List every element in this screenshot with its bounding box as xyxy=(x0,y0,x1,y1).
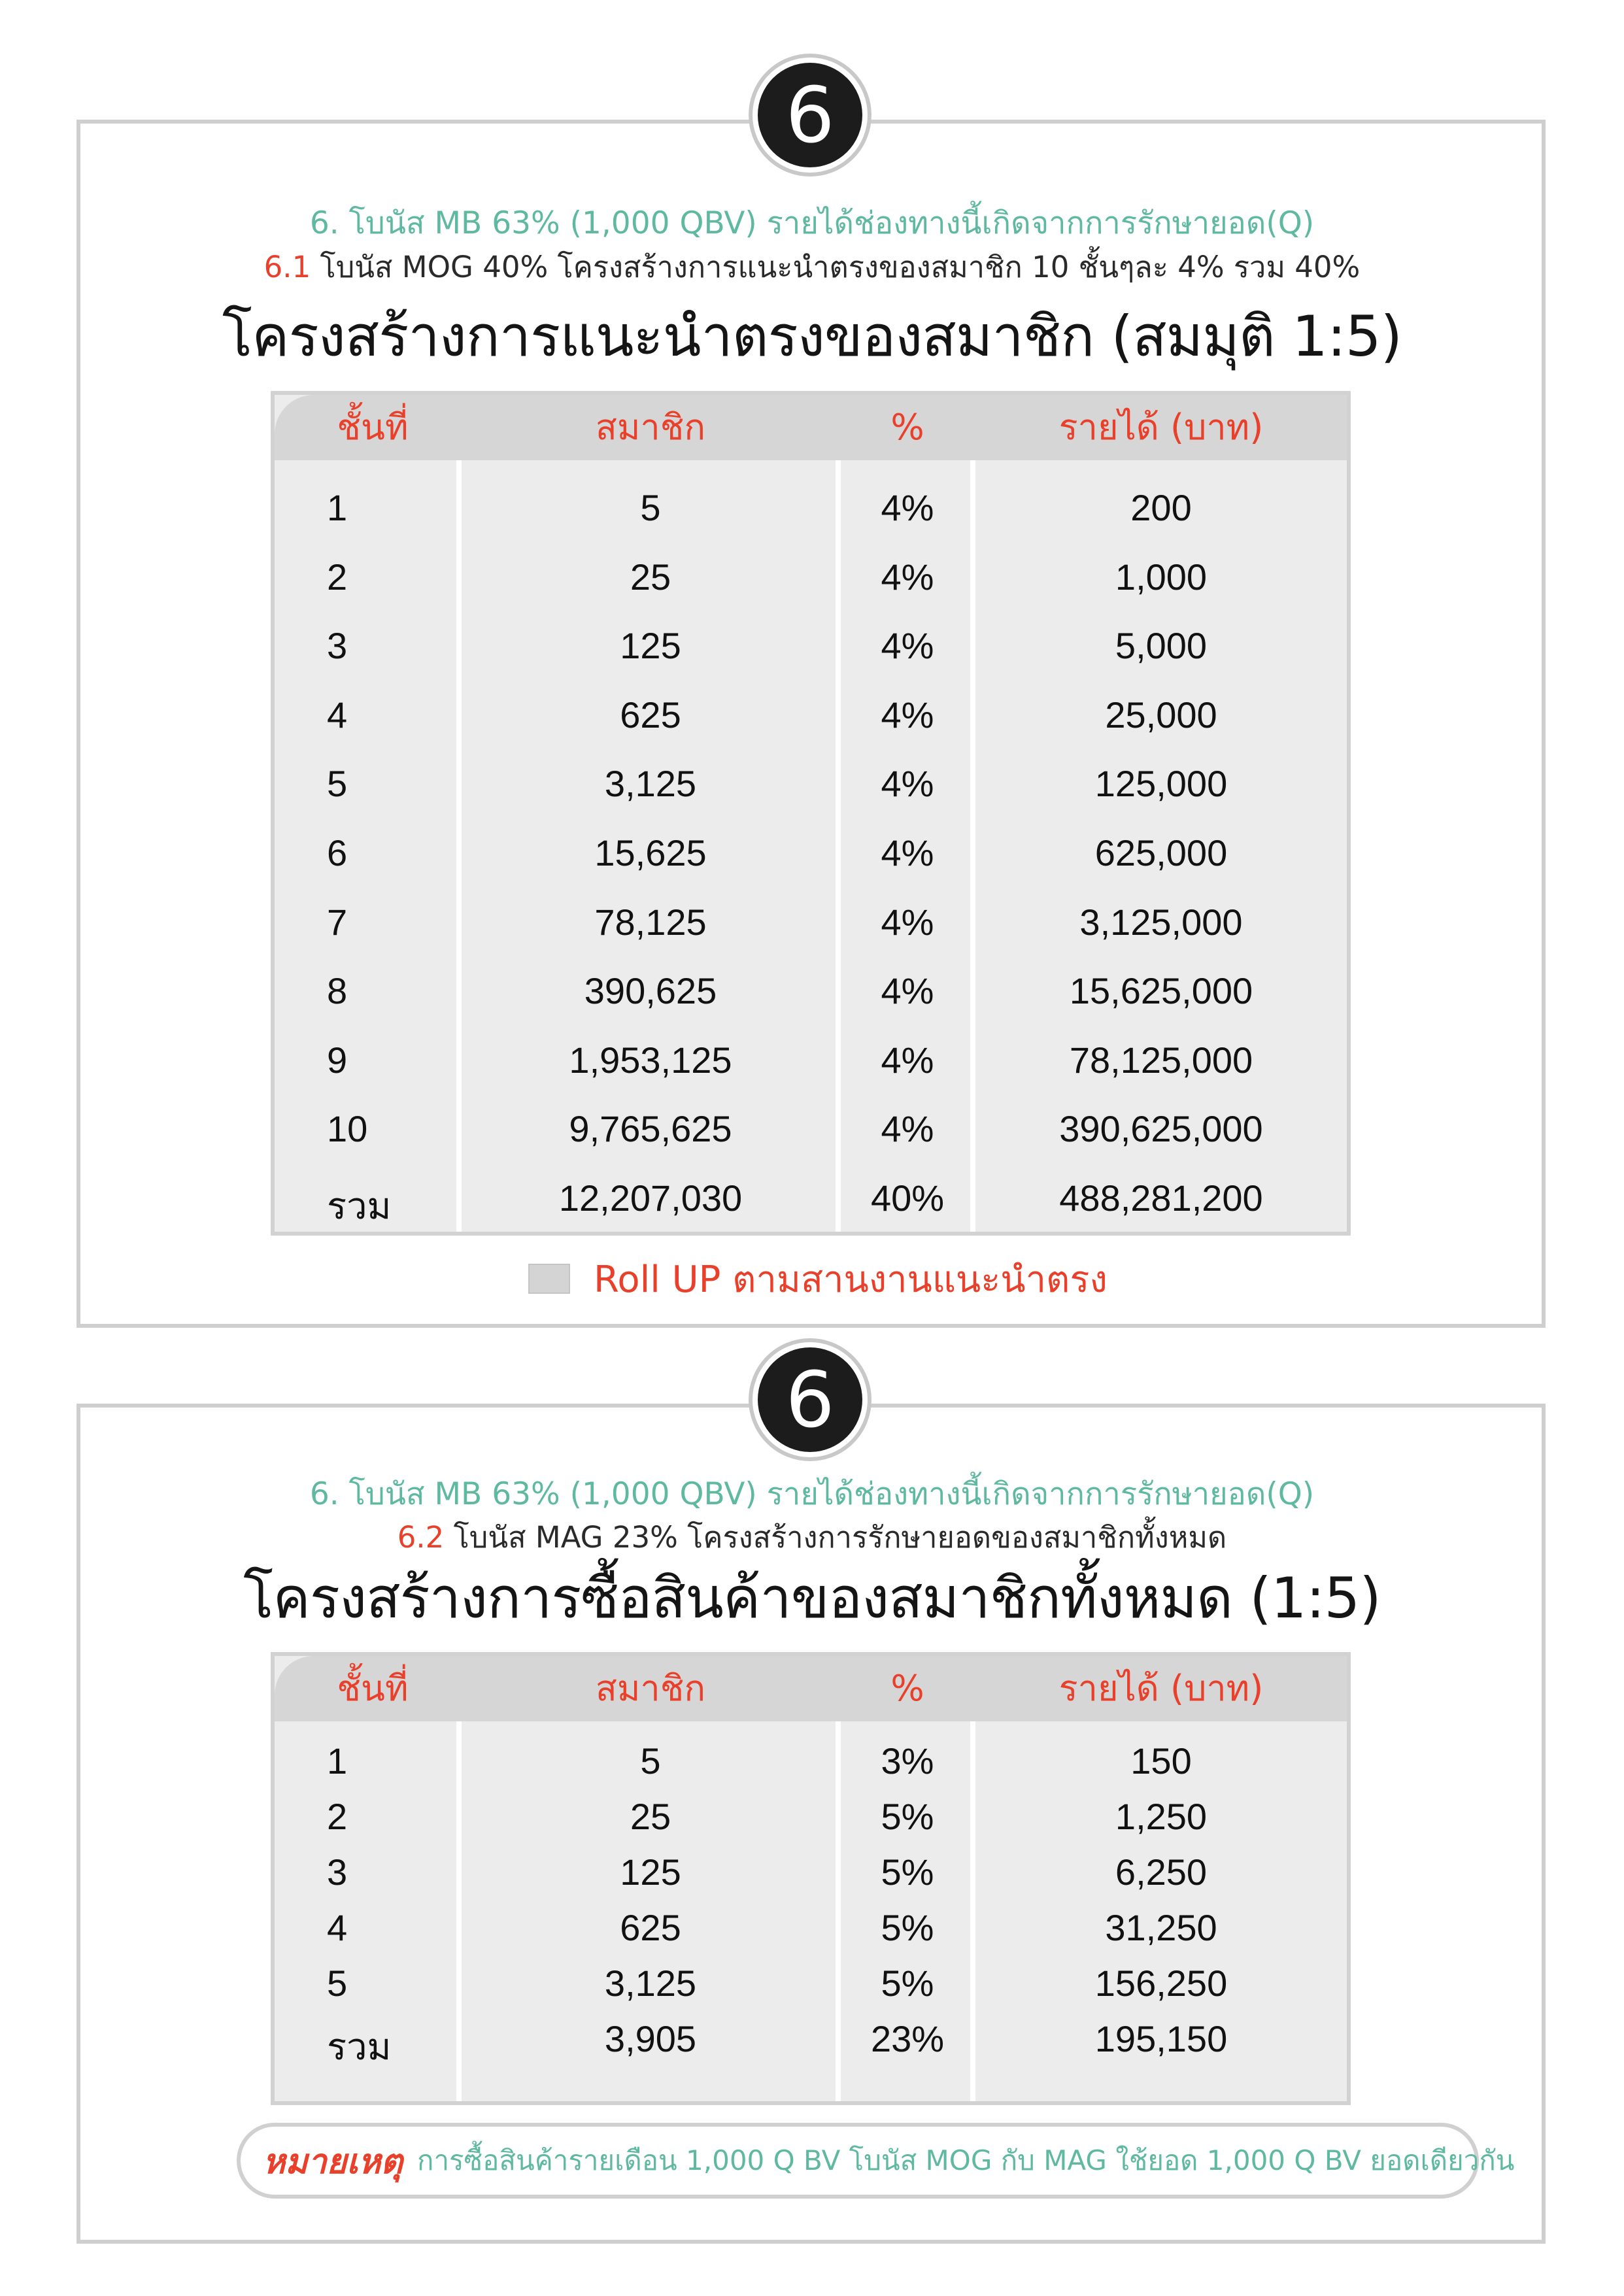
cell-income: 488,281,200 xyxy=(1059,1177,1263,1219)
cell-income: 6,250 xyxy=(1115,1851,1208,1893)
cell-level: รวม xyxy=(327,2026,392,2067)
cell-income: 125,000 xyxy=(1094,763,1228,805)
cell-level: 4 xyxy=(327,694,348,735)
table-header-row xyxy=(275,395,1347,460)
header-income: รายได้ (บาท) xyxy=(1058,407,1264,448)
header-level: ชั้นที่ xyxy=(337,1668,409,1709)
section-2-bonus-line: 6. โบนัส MB 63% (1,000 QBV) รายได้ช่องทางนี้เกิดจากการรักษายอด(Q) xyxy=(309,1476,1315,1512)
mag-income-table xyxy=(271,1652,1351,2105)
note-text: การซื้อสินค้ารายเดือน 1,000 Q BV โบนัส MOG กับ MAG ใช้ยอด 1,000 Q BV ยอดเดียวกัน xyxy=(417,2144,1515,2176)
cell-income: 25,000 xyxy=(1105,694,1217,735)
cell-members: 15,625 xyxy=(594,832,707,873)
cell-income: 195,150 xyxy=(1094,2018,1228,2059)
cell-percent: 4% xyxy=(881,487,934,528)
section-1-heading: โครงสร้างการแนะนำตรงของสมาชิก (สมมุติ 1:5) xyxy=(222,304,1402,369)
cell-members: 5 xyxy=(640,1740,661,1781)
cell-percent: 4% xyxy=(881,970,934,1012)
cell-level: 2 xyxy=(327,1796,348,1837)
cell-members: 390,625 xyxy=(584,970,717,1012)
footnote-box xyxy=(237,2123,1515,2199)
cell-level: รวม xyxy=(327,1185,392,1226)
cell-percent: 5% xyxy=(881,1851,934,1893)
cell-income: 5,000 xyxy=(1115,625,1208,667)
cell-members: 125 xyxy=(620,625,681,667)
cell-income: 200 xyxy=(1130,487,1192,528)
cell-members: 5 xyxy=(640,487,661,528)
section-2-number-badge xyxy=(749,1338,871,1461)
column-divider xyxy=(456,1721,462,2101)
cell-level: 7 xyxy=(327,901,348,943)
section-1-number-badge xyxy=(749,54,871,177)
section-1-subtitle xyxy=(0,248,1624,286)
cell-percent: 4% xyxy=(881,556,934,598)
cell-income: 3,125,000 xyxy=(1079,901,1243,943)
cell-members: 625 xyxy=(620,1907,681,1948)
cell-members: 9,765,625 xyxy=(569,1108,732,1150)
column-divider xyxy=(456,460,462,1232)
header-percent: % xyxy=(890,407,924,448)
section-2-heading: โครงสร้างการซื้อสินค้าของสมาชิกทั้งหมด (1:5) xyxy=(243,1566,1381,1631)
cell-income: 1,000 xyxy=(1115,556,1208,598)
header-percent: % xyxy=(890,1668,924,1709)
cell-members: 25 xyxy=(630,556,671,598)
cell-members: 3,125 xyxy=(604,1963,697,2004)
subtitle-number: 6.2 xyxy=(397,1520,445,1555)
section-1-bonus-line: 6. โบนัส MB 63% (1,000 QBV) รายได้ช่องทางนี้เกิดจากการรักษายอด(Q) xyxy=(309,205,1315,241)
legend-swatch xyxy=(528,1264,570,1294)
cell-members: 78,125 xyxy=(594,901,707,943)
header-members: สมาชิก xyxy=(595,1668,706,1709)
cell-level: 8 xyxy=(327,970,348,1012)
cell-income: 150 xyxy=(1130,1740,1192,1781)
cell-level: 5 xyxy=(327,763,348,805)
legend-label: Roll UP ตามสานงานแนะนำตรง xyxy=(594,1258,1108,1301)
cell-percent: 4% xyxy=(881,1039,934,1081)
cell-members: 25 xyxy=(630,1796,671,1837)
cell-income: 156,250 xyxy=(1094,1963,1228,2004)
cell-level: 10 xyxy=(327,1108,368,1150)
cell-level: 5 xyxy=(327,1963,348,2004)
cell-percent: 4% xyxy=(881,1108,934,1150)
header-members: สมาชิก xyxy=(595,407,706,448)
cell-income: 78,125,000 xyxy=(1069,1039,1253,1081)
badge-number: 6 xyxy=(758,1347,862,1452)
cell-percent: 4% xyxy=(881,763,934,805)
badge-number: 6 xyxy=(758,63,862,167)
cell-income: 31,250 xyxy=(1105,1907,1217,1948)
cell-percent: 5% xyxy=(881,1907,934,1948)
cell-members: 3,905 xyxy=(604,2018,697,2059)
note-label: หมายเหตุ xyxy=(263,2142,403,2182)
cell-percent: 4% xyxy=(881,832,934,873)
subtitle-text: โบนัส MAG 23% โครงสร้างการรักษายอดของสมาชิกทั้งหมด xyxy=(444,1520,1227,1555)
cell-level: 9 xyxy=(327,1039,348,1081)
cell-members: 1,953,125 xyxy=(569,1039,732,1081)
cell-percent: 3% xyxy=(881,1740,934,1781)
table-header-row xyxy=(275,1656,1347,1721)
cell-income: 625,000 xyxy=(1094,832,1228,873)
cell-percent: 23% xyxy=(870,2018,945,2059)
cell-members: 12,207,030 xyxy=(558,1177,743,1219)
cell-percent: 4% xyxy=(881,625,934,667)
cell-income: 390,625,000 xyxy=(1059,1108,1263,1150)
cell-level: 6 xyxy=(327,832,348,873)
cell-income: 15,625,000 xyxy=(1069,970,1253,1012)
cell-level: 3 xyxy=(327,625,348,667)
cell-members: 3,125 xyxy=(604,763,697,805)
cell-level: 1 xyxy=(327,1740,348,1781)
legend xyxy=(528,1254,1108,1304)
cell-level: 3 xyxy=(327,1851,348,1893)
cell-percent: 4% xyxy=(881,694,934,735)
cell-income: 1,250 xyxy=(1115,1796,1208,1837)
header-income: รายได้ (บาท) xyxy=(1058,1668,1264,1709)
cell-level: 1 xyxy=(327,487,348,528)
cell-members: 125 xyxy=(620,1851,681,1893)
cell-percent: 5% xyxy=(881,1963,934,2004)
cell-percent: 40% xyxy=(870,1177,945,1219)
subtitle-text: โบนัส MOG 40% โครงสร้างการแนะนำตรงของสมาชิก 10 ชั้นๆละ 4% รวม 40% xyxy=(311,250,1361,284)
cell-level: 4 xyxy=(327,1907,348,1948)
header-level: ชั้นที่ xyxy=(337,407,409,448)
cell-percent: 4% xyxy=(881,901,934,943)
mog-income-table xyxy=(271,391,1351,1236)
section-2-subtitle xyxy=(0,1519,1624,1557)
subtitle-number: 6.1 xyxy=(263,250,311,284)
cell-level: 2 xyxy=(327,556,348,598)
cell-percent: 5% xyxy=(881,1796,934,1837)
cell-members: 625 xyxy=(620,694,681,735)
